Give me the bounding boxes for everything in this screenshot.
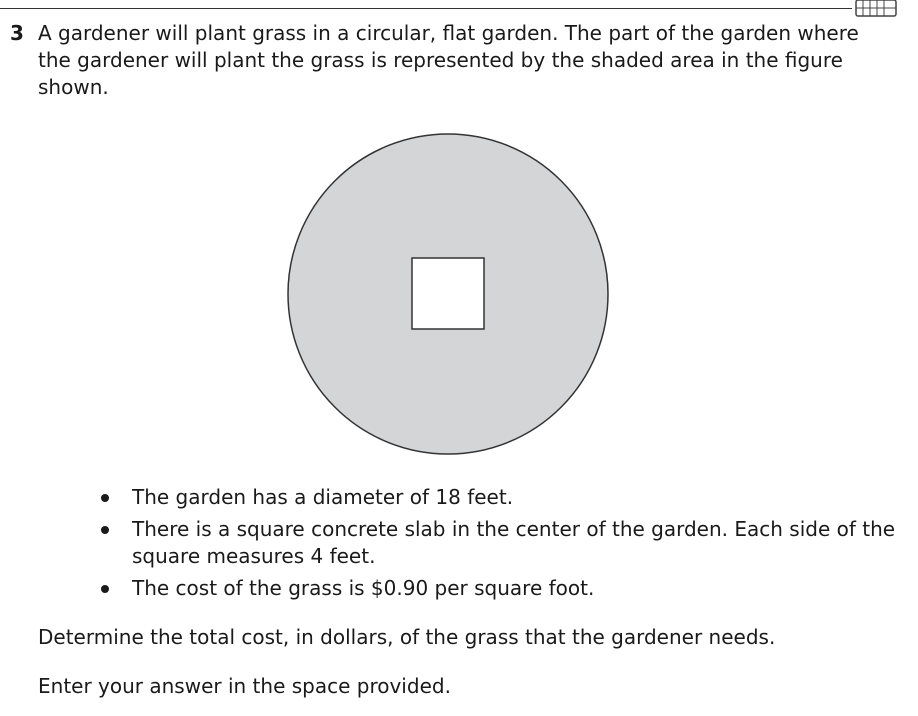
fact-text: The cost of the grass is $0.90 per square foot. <box>132 576 595 600</box>
task-instruction: Determine the total cost, in dollars, of the grass that the gardener needs. <box>38 625 776 649</box>
garden-figure <box>286 132 610 456</box>
fact-item <box>96 516 906 570</box>
fact-item <box>96 575 906 602</box>
question-number: 3 <box>10 21 24 45</box>
question-stem: A gardener will plant grass in a circular, flat garden. The part of the garden where the gardener will plant the grass is represented by the shaded area in the figure shown. <box>38 21 859 99</box>
facts-list <box>96 484 906 607</box>
fact-text: There is a square concrete slab in the center of the garden. Each side of the square measures 4 feet. <box>132 517 896 568</box>
bullet-icon <box>101 526 109 534</box>
fact-item <box>96 484 906 511</box>
bullet-icon <box>101 494 109 502</box>
top-divider <box>0 8 852 9</box>
answer-prompt: Enter your answer in the space provided. <box>38 674 451 698</box>
calculator-icon[interactable] <box>855 0 897 17</box>
concrete-slab-square <box>412 258 484 329</box>
fact-text: The garden has a diameter of 18 feet. <box>132 485 514 509</box>
bullet-icon <box>101 585 109 593</box>
